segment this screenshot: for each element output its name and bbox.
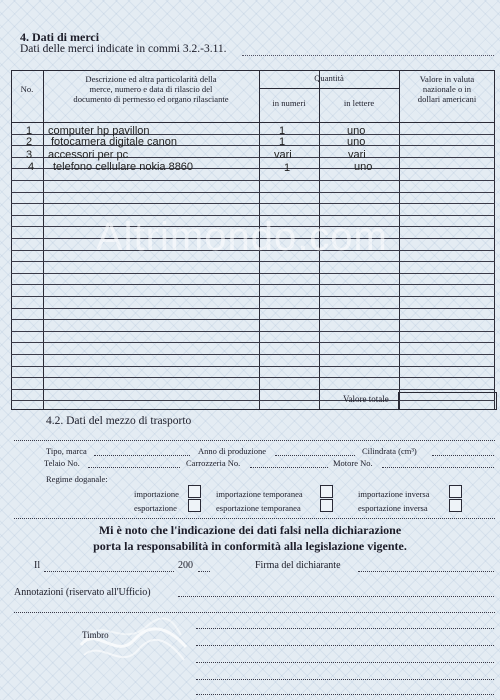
row-no: 4 bbox=[28, 161, 35, 173]
importazione-temp-checkbox[interactable] bbox=[320, 485, 333, 498]
row-description: accessori per pc bbox=[48, 149, 129, 161]
table-row-line bbox=[11, 284, 495, 285]
row-qty-number: vari bbox=[274, 149, 292, 161]
table-column-line bbox=[399, 70, 400, 410]
row-qty-words: uno bbox=[347, 125, 366, 137]
anno-line bbox=[275, 455, 355, 456]
row-no: 1 bbox=[26, 125, 33, 137]
table-row-line bbox=[259, 88, 399, 89]
total-value-box bbox=[398, 392, 497, 410]
esportazione-label: esportazione bbox=[134, 503, 177, 513]
cilindrata-label: Cilindrata (cm³) bbox=[362, 446, 417, 456]
section-title: 4. Dati di merci bbox=[20, 30, 100, 44]
notes-line bbox=[196, 645, 494, 646]
tipo-marca-line bbox=[94, 455, 190, 456]
section-subtitle: Dati delle merci indicate in commi 3.2.-3.11. bbox=[20, 43, 227, 55]
row-qty-number: 1 bbox=[284, 162, 291, 174]
importazione-checkbox[interactable] bbox=[188, 485, 201, 498]
year-line[interactable] bbox=[198, 571, 210, 572]
esportazione-checkbox[interactable] bbox=[188, 499, 201, 512]
declaration-line-1: Mi è noto che l'indicazione dei dati falsi nella dichiarazione bbox=[98, 523, 402, 537]
col-header-desc-line: documento di permesso ed organo rilasciante bbox=[73, 94, 229, 104]
esportazione-inv-label: esportazione inversa bbox=[358, 503, 428, 513]
row-qty-words: uno bbox=[347, 136, 366, 148]
col-header-value bbox=[399, 74, 495, 104]
signature-label: Firma del dichiarante bbox=[255, 560, 341, 571]
row-description: computer hp pavillon bbox=[48, 125, 150, 137]
table-row-line bbox=[11, 319, 495, 320]
notes-label: Annotazioni (riservato all'Ufficio) bbox=[14, 587, 151, 598]
esportazione-temp-label: esportazione temporanea bbox=[216, 503, 301, 513]
col-header-value-line: Valore in valuta bbox=[419, 74, 475, 84]
regime-label: Regime doganale: bbox=[46, 474, 108, 484]
row-description: telefono cellulare nokia 8860 bbox=[53, 161, 194, 173]
transport-end-line bbox=[14, 518, 495, 519]
telaio-line bbox=[88, 467, 180, 468]
importazione-label: importazione bbox=[134, 489, 179, 499]
table-row-line bbox=[11, 296, 495, 297]
importazione-inv-checkbox[interactable] bbox=[449, 485, 462, 498]
row-no: 2 bbox=[26, 136, 33, 148]
date-il-label: Il bbox=[34, 560, 41, 571]
notes-line bbox=[196, 679, 494, 680]
col-header-description bbox=[43, 74, 259, 104]
tipo-marca-label: Tipo, marca bbox=[46, 446, 87, 456]
col-header-value-line: nazionale o in bbox=[422, 84, 472, 94]
row-qty-words: uno bbox=[354, 161, 373, 173]
telaio-label: Telaio No. bbox=[44, 458, 80, 468]
row-no: 3 bbox=[26, 149, 33, 161]
notes-line bbox=[196, 662, 494, 663]
table-column-line bbox=[11, 70, 12, 410]
table-column-line bbox=[43, 70, 44, 410]
row-qty-number: 1 bbox=[279, 125, 286, 137]
esportazione-inv-checkbox[interactable] bbox=[449, 499, 462, 512]
notes-line bbox=[178, 596, 494, 597]
motore-line bbox=[382, 467, 494, 468]
table-row-line bbox=[11, 122, 495, 123]
row-description: fotocamera digitale canon bbox=[51, 136, 177, 148]
stamp-area bbox=[76, 605, 191, 685]
watermark: Altrimondo.com bbox=[96, 215, 388, 259]
table-row-line bbox=[11, 192, 495, 193]
row-qty-words: vari bbox=[348, 149, 366, 161]
col-header-quantity: Quantità bbox=[314, 73, 344, 83]
notes-line bbox=[196, 628, 494, 629]
table-row-line bbox=[11, 308, 495, 309]
transport-dotted-line bbox=[14, 440, 495, 441]
stamp-icon bbox=[76, 605, 191, 685]
transport-section-title: 4.2. Dati del mezzo di trasporto bbox=[46, 415, 192, 427]
table-row-line bbox=[11, 342, 495, 343]
row-qty-number: 1 bbox=[279, 136, 286, 148]
col-header-no: No. bbox=[20, 84, 34, 94]
stamp-label: Timbro bbox=[82, 630, 109, 640]
carrozzeria-line bbox=[250, 467, 328, 468]
cilindrata-line bbox=[432, 455, 494, 456]
importazione-temp-label: importazione temporanea bbox=[216, 489, 303, 499]
table-row-line bbox=[11, 331, 495, 332]
table-row-line bbox=[11, 70, 495, 71]
table-row-line bbox=[11, 261, 495, 262]
signature-line[interactable] bbox=[358, 571, 494, 572]
table-row-line bbox=[11, 377, 495, 378]
carrozzeria-label: Carrozzeria No. bbox=[186, 458, 241, 468]
col-header-qty-numbers: in numeri bbox=[272, 98, 306, 108]
declaration-line-2: porta la responsabilità in conformità alla legislazione vigente. bbox=[93, 539, 407, 553]
date-year-label: 200 bbox=[178, 560, 193, 571]
esportazione-temp-checkbox[interactable] bbox=[320, 499, 333, 512]
table-row-line bbox=[11, 180, 495, 181]
motore-label: Motore No. bbox=[333, 458, 373, 468]
total-value-label: Valore totale bbox=[343, 394, 389, 404]
notes-line bbox=[196, 694, 494, 695]
importazione-inv-label: importazione inversa bbox=[358, 489, 430, 499]
table-row-line bbox=[11, 273, 495, 274]
table-row-line bbox=[11, 389, 495, 390]
table-column-line bbox=[494, 70, 495, 410]
col-header-desc-line: merce, numero e data di rilascio del bbox=[89, 84, 213, 94]
col-header-qty-words: in lettere bbox=[343, 98, 375, 108]
date-line[interactable] bbox=[44, 571, 174, 572]
anno-label: Anno di produzione bbox=[198, 446, 266, 456]
table-row-line bbox=[11, 366, 495, 367]
table-row-line bbox=[11, 354, 495, 355]
col-header-desc-line: Descrizione ed altra particolarità della bbox=[85, 74, 217, 84]
table-row-line bbox=[11, 203, 495, 204]
col-header-value-line: dollari americani bbox=[417, 94, 477, 104]
subtitle-dotted-line bbox=[242, 55, 494, 56]
